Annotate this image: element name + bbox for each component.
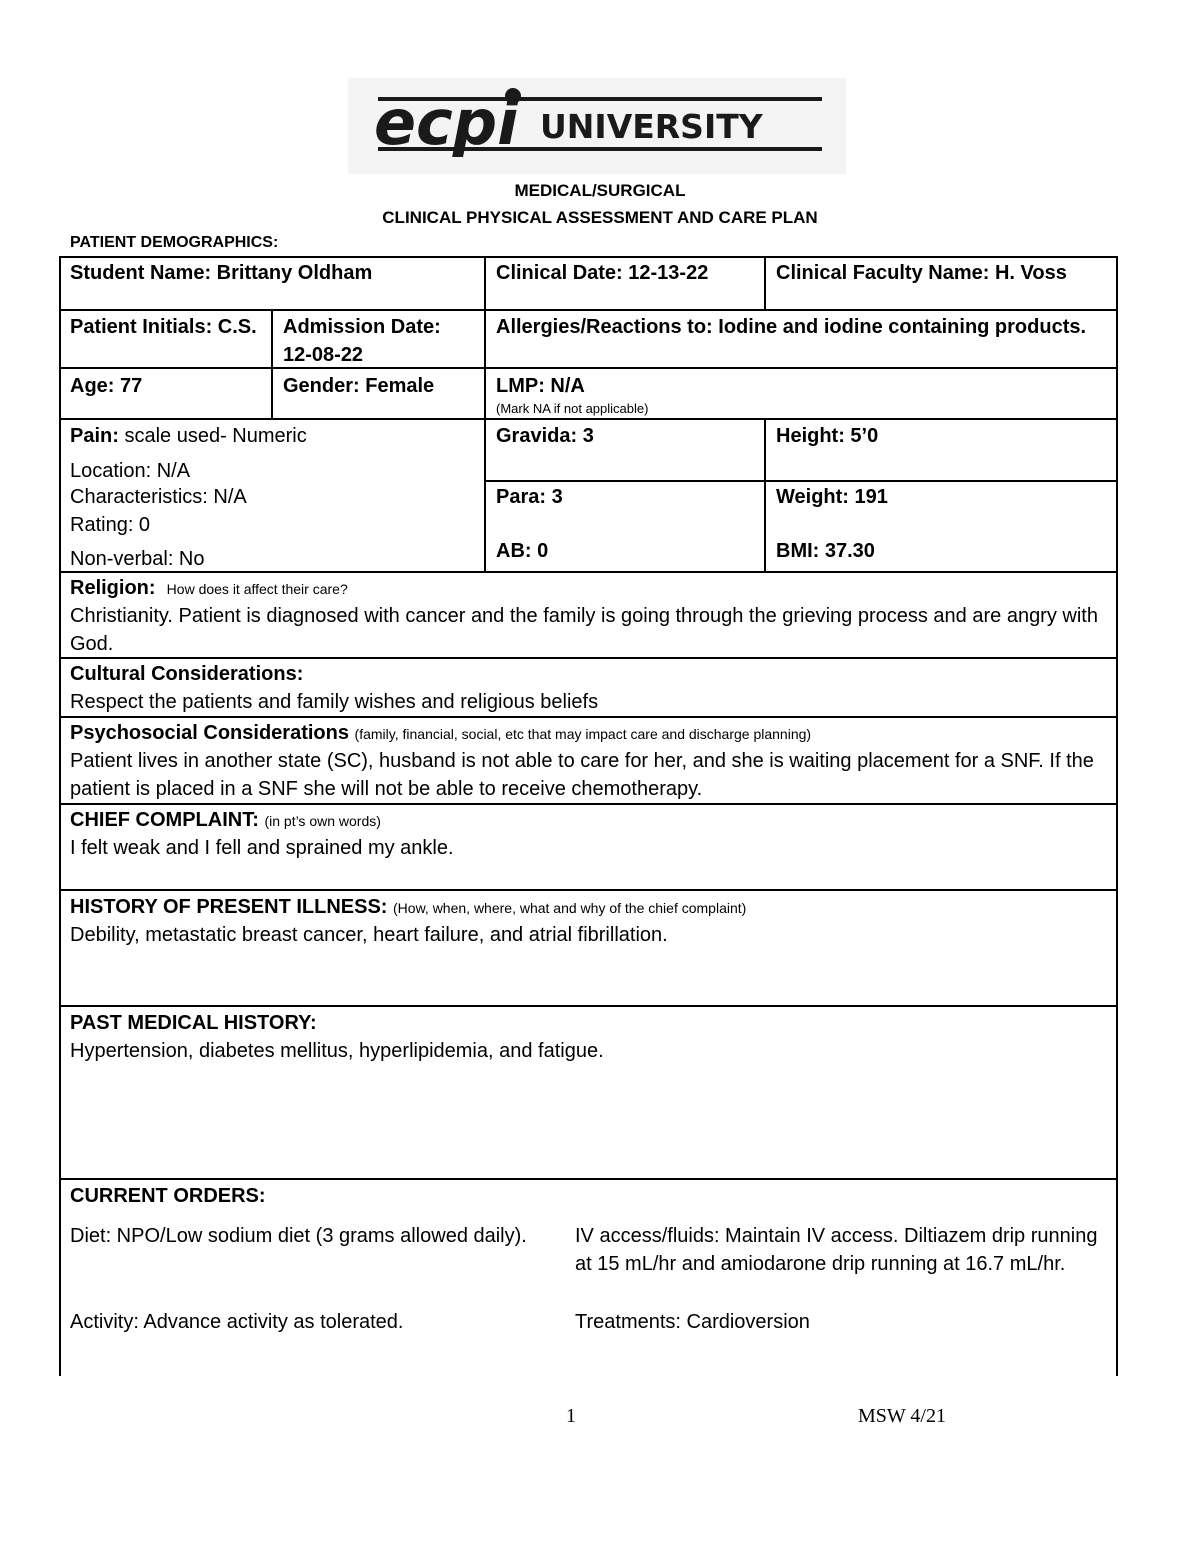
logo-word: UNIVERSITY <box>540 107 763 146</box>
hpi-hint: (How, when, where, what and why of the chief complaint) <box>393 900 747 916</box>
pain-scale-value: scale used- Numeric <box>118 425 307 447</box>
pain-nonverbal: Non-verbal: No <box>70 548 205 570</box>
row-divider <box>484 480 1118 482</box>
order-diet: Diet: NPO/Low sodium diet (3 grams allowed daily). <box>70 1225 527 1247</box>
page-number: 1 <box>566 1405 576 1427</box>
col-divider <box>764 418 766 571</box>
pmh-label: PAST MEDICAL HISTORY: <box>70 1012 317 1034</box>
gravida: Gravida: 3 <box>496 425 594 447</box>
current-orders-label: CURRENT ORDERS: <box>70 1185 266 1207</box>
border-top <box>59 256 1118 258</box>
row-divider <box>59 418 1118 420</box>
student-name: Student Name: Brittany Oldham <box>70 262 373 284</box>
hpi-label: HISTORY OF PRESENT ILLNESS: <box>70 896 388 918</box>
row-divider <box>59 1178 1118 1180</box>
religion-heading <box>70 574 348 603</box>
admission-date-label: Admission Date: <box>283 316 441 338</box>
cultural-text: Respect the patients and family wishes and religious beliefs <box>70 691 599 713</box>
chief-complaint-hint: (in pt’s own words) <box>264 813 381 829</box>
pain-rating: Rating: 0 <box>70 514 151 536</box>
clinical-date: Clinical Date: 12-13-22 <box>496 262 709 284</box>
col-divider <box>484 256 486 571</box>
psychosocial-heading <box>70 719 811 748</box>
lmp-note: (Mark NA if not applicable) <box>496 401 649 416</box>
row-divider <box>59 367 1118 369</box>
col-divider <box>271 309 273 418</box>
form-version: MSW 4/21 <box>858 1405 946 1427</box>
chief-complaint-text: I felt weak and I fell and sprained my ankle. <box>70 837 454 859</box>
weight: Weight: 191 <box>776 486 888 508</box>
patient-age: Age: 77 <box>70 375 143 397</box>
section-patient-demographics: PATIENT DEMOGRAPHICS: <box>70 234 279 251</box>
ecpi-university-logo <box>348 78 846 174</box>
admission-date-value: 12-08-22 <box>283 344 364 366</box>
patient-gender: Gender: Female <box>283 375 435 397</box>
row-divider <box>59 716 1118 718</box>
pain-scale <box>70 422 307 450</box>
height: Height: 5’0 <box>776 425 879 447</box>
col-divider <box>764 256 766 309</box>
chief-complaint-label: CHIEF COMPLAINT: <box>70 809 259 831</box>
pain-label: Pain: <box>70 425 119 447</box>
border-right <box>1116 256 1118 1376</box>
psychosocial-text: Patient lives in another state (SC), husband is not able to care for her, and she is waiting placement for a SNF. If the patient is placed in a SNF she will not be able to receive chemotherapy. <box>70 750 1094 800</box>
row-divider <box>59 803 1118 805</box>
religion-text: Christianity. Patient is diagnosed with cancer and the family is going through the grieving process and are angry with God. <box>70 605 1098 655</box>
religion-label: Religion: <box>70 577 156 599</box>
cultural-label: Cultural Considerations: <box>70 663 304 685</box>
logo-graphic <box>348 78 846 174</box>
lmp: LMP: N/A <box>496 375 585 397</box>
order-activity: Activity: Advance activity as tolerated. <box>70 1311 404 1333</box>
order-treatments: Treatments: Cardioversion <box>575 1311 810 1333</box>
psychosocial-hint: (family, financial, social, etc that may impact care and discharge planning) <box>354 726 812 742</box>
religion-hint: How does it affect their care? <box>166 581 348 597</box>
para: Para: 3 <box>496 486 563 508</box>
pmh-text: Hypertension, diabetes mellitus, hyperlipidemia, and fatigue. <box>70 1040 604 1062</box>
document-title-line2: CLINICAL PHYSICAL ASSESSMENT AND CARE PLAN <box>382 208 818 227</box>
logo-mark: ecpi <box>374 86 519 159</box>
ab: AB: 0 <box>496 540 549 562</box>
chief-complaint-heading <box>70 806 381 835</box>
row-divider <box>59 889 1118 891</box>
document-title-line1: MEDICAL/SURGICAL <box>514 181 686 200</box>
psychosocial-label: Psychosocial Considerations <box>70 722 349 744</box>
border-left <box>59 256 61 1376</box>
row-divider <box>59 571 1118 573</box>
row-divider <box>59 1005 1118 1007</box>
row-divider <box>59 309 1118 311</box>
bmi: BMI: 37.30 <box>776 540 875 562</box>
patient-initials: Patient Initials: C.S. <box>70 316 257 338</box>
pain-location: Location: N/A <box>70 460 191 482</box>
allergies: Allergies/Reactions to: Iodine and iodine containing products. <box>496 316 1087 338</box>
order-iv-fluids: IV access/fluids: Maintain IV access. Diltiazem drip running at 15 mL/hr and amiodarone drip running at 16.7 mL/hr. <box>575 1225 1098 1275</box>
patient-form <box>59 256 1118 1376</box>
hpi-heading <box>70 893 746 922</box>
clinical-faculty-name: Clinical Faculty Name: H. Voss <box>776 262 1067 284</box>
hpi-text: Debility, metastatic breast cancer, heart failure, and atrial fibrillation. <box>70 924 668 946</box>
pain-characteristics: Characteristics: N/A <box>70 486 247 508</box>
